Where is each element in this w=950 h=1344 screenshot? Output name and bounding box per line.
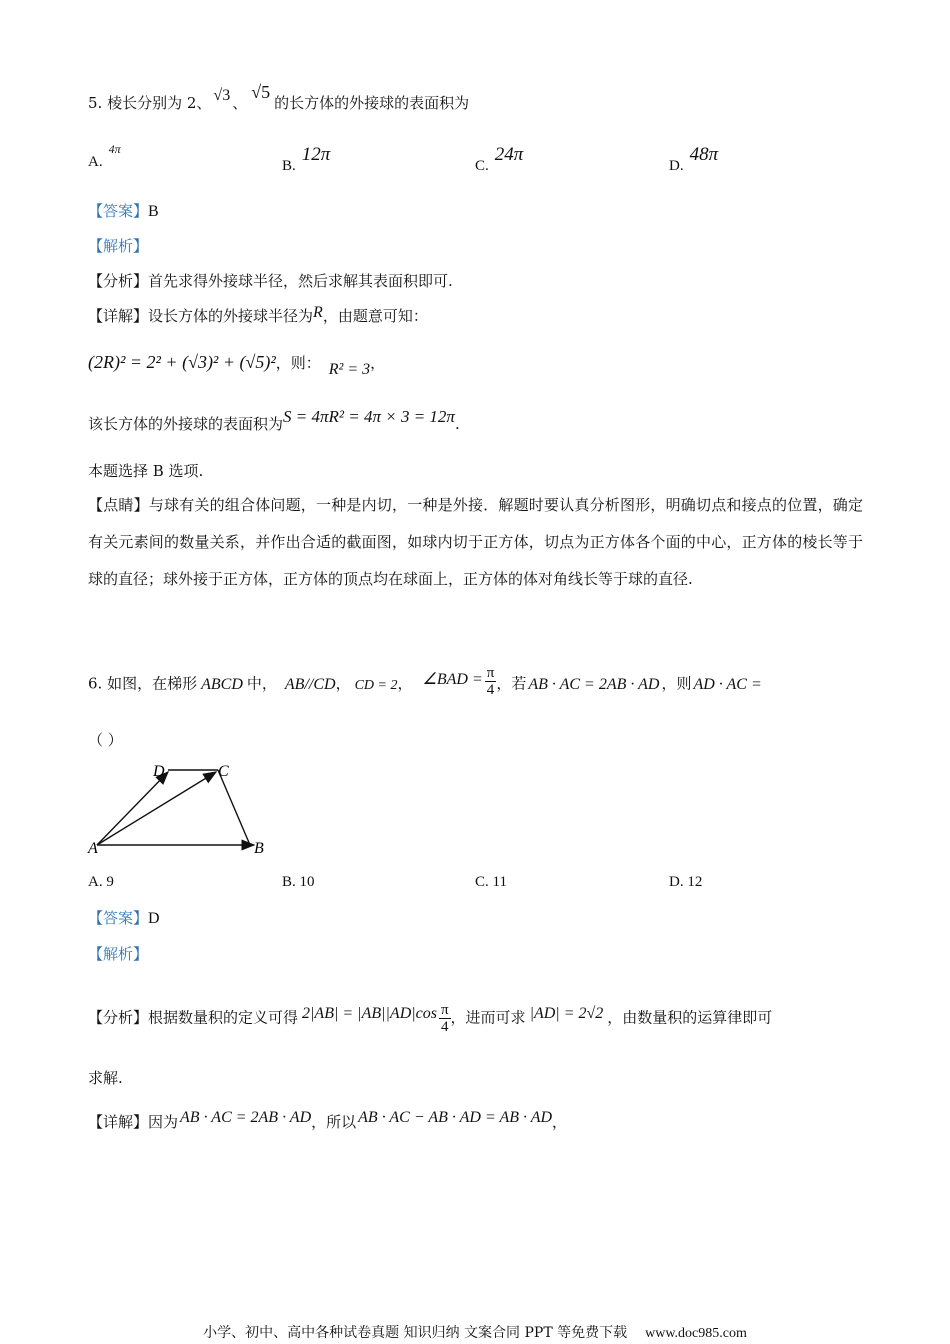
q6-parallel: AB//CD xyxy=(284,675,336,693)
q5-stem-text-b: 的长方体的外接球的表面积为 xyxy=(274,94,470,112)
q5-answer xyxy=(88,201,159,222)
equation-1: (2R)² = 2² + (√3)² + (√5)² xyxy=(88,352,276,372)
q6-answer xyxy=(88,908,160,929)
q5-sqrt5: √5 xyxy=(251,82,271,102)
option-value: 48π xyxy=(689,144,719,165)
fenxi-text-c: ，由数量积的运算律即可 xyxy=(607,1008,773,1027)
q5-option-d[interactable] xyxy=(669,144,719,176)
answer-tag: 【答案】 xyxy=(88,202,149,220)
q5-sep: 、 xyxy=(232,94,248,112)
q5-fenxi xyxy=(88,271,453,291)
xiangjie-text-b: ，所以 xyxy=(311,1113,357,1131)
label-c: C xyxy=(218,763,229,780)
q6-stem-text-d: ，则 xyxy=(661,674,692,693)
q6-option-d[interactable]: D. 12 xyxy=(669,874,703,890)
q6-analysis-tag: 【解析】 xyxy=(88,945,149,963)
option-label: C. xyxy=(475,158,489,174)
option-value: 4π xyxy=(108,142,121,156)
label-a: A xyxy=(88,840,98,857)
q6-comma-2: ， xyxy=(397,674,413,693)
q6-stem-text-c: ，若 xyxy=(496,674,527,693)
q5-choose: 本题选择 B 选项. xyxy=(88,462,204,480)
q6-option-b[interactable]: B. 10 xyxy=(282,874,315,890)
label-b: B xyxy=(254,840,264,857)
dianjing-tag: 【点睛】 xyxy=(88,496,149,514)
q5-option-c[interactable] xyxy=(475,144,524,176)
q6-angle: ∠BAD = xyxy=(422,670,483,688)
q6-stem-text-b: 中， xyxy=(246,674,277,693)
q5-xiangjie xyxy=(88,306,428,327)
q5-equation-line xyxy=(88,352,386,378)
eq-end: ， xyxy=(370,354,386,372)
option-value: 12π xyxy=(301,144,331,165)
footer-url[interactable]: www.doc985.com xyxy=(645,1326,747,1341)
answer-value: B xyxy=(148,203,159,220)
q5-stem xyxy=(88,82,470,114)
q6-pi-over-4 xyxy=(485,665,497,698)
q5-sqrt3: √3 xyxy=(213,87,231,104)
q6-comma: ， xyxy=(335,674,351,693)
eq-sep: ，则： xyxy=(275,354,321,372)
answer-tag: 【答案】 xyxy=(88,909,149,927)
xiangjie-text: 因为 xyxy=(148,1113,179,1131)
frac-den: 4 xyxy=(486,682,495,698)
q6-abcd: ABCD xyxy=(201,675,243,693)
option-label: D. xyxy=(669,158,684,174)
q6-fenxi xyxy=(88,1002,772,1035)
xiangjie-equation-1: AB · AC = 2AB · AD xyxy=(180,1109,312,1126)
fenxi-tag: 【分析】 xyxy=(88,1008,149,1027)
footer-text: 小学、初中、高中各种试卷真题 知识归纳 文案合同 PPT 等免费下载 xyxy=(203,1325,628,1341)
q6-option-c[interactable]: C. 11 xyxy=(475,874,507,890)
fenxi-text: 根据数量积的定义可得 xyxy=(148,1008,299,1027)
q5-option-b[interactable] xyxy=(282,144,331,176)
option-value: 24π xyxy=(494,144,524,165)
fenxi-equation: 2|AB| = |AB||AD|cos xyxy=(302,1004,437,1022)
q6-stem-text: 6. 如图，在梯形 xyxy=(88,674,198,693)
fenxi-text-b: ，进而可求 xyxy=(450,1008,526,1027)
radius-symbol: R xyxy=(313,304,323,321)
fenxi-equation-2: |AD| = 2√2 xyxy=(529,1004,604,1022)
edge-cb xyxy=(218,770,250,845)
q6-option-a[interactable]: A. 9 xyxy=(88,874,114,890)
q5-stem-text: 5. 棱长分别为 2、 xyxy=(88,94,212,112)
page-footer xyxy=(0,1322,950,1342)
answer-value: D xyxy=(148,910,160,927)
q6-condition: AB · AC = 2AB · AD xyxy=(528,675,660,693)
q6-fenxi-cont: 求解. xyxy=(88,1069,123,1087)
option-label: A. xyxy=(88,154,103,170)
xiangjie-text-b: ，由题意可知： xyxy=(322,307,428,325)
fenxi-pi-over-4 xyxy=(439,1002,451,1035)
q6-xiangjie xyxy=(88,1109,568,1133)
q6-ask: AD · AC = xyxy=(693,675,762,693)
xiangjie-text: 设长方体的外接球半径为 xyxy=(148,307,314,325)
q6-paren: （ ） xyxy=(88,731,123,749)
q5-surface-line xyxy=(88,407,460,434)
surface-end: . xyxy=(454,415,460,433)
fenxi-text: 首先求得外接球半径，然后求解其表面积即可. xyxy=(148,272,453,290)
q5-analysis-tag: 【解析】 xyxy=(88,237,149,255)
frac-num: π xyxy=(440,1002,449,1018)
xiangjie-tag: 【详解】 xyxy=(88,1113,149,1131)
label-d: D xyxy=(153,763,165,780)
q5-dianjing xyxy=(88,487,863,598)
xiangjie-equation-2: AB · AC − AB · AD = AB · AD xyxy=(358,1109,553,1126)
xiangjie-text-c: ， xyxy=(552,1113,568,1131)
xiangjie-tag: 【详解】 xyxy=(88,307,149,325)
q6-stem xyxy=(88,665,762,701)
option-label: B. xyxy=(282,158,296,174)
frac-den: 4 xyxy=(441,1019,449,1035)
fenxi-tag: 【分析】 xyxy=(88,272,149,290)
surface-equation: S = 4πR² = 4π × 3 = 12π xyxy=(283,407,455,426)
trapezoid-figure xyxy=(82,758,282,858)
surface-text: 该长方体的外接球的表面积为 xyxy=(88,415,284,433)
dianjing-text: 与球有关的组合体问题，一种是内切，一种是外接．解题时要认真分析图形，明确切点和接点的位置，确定有关元素间的数量关系，并作出合适的截面图，如球内切于正方体，切点为正方体各个面的中心，正方体的棱长等于球的直径；球外接于正方体，正方体的顶点均在球面上，正方体的体对角线长等于球的直径. xyxy=(88,496,863,588)
equation-2: R² = 3 xyxy=(328,361,371,378)
frac-num: π xyxy=(486,665,495,681)
q6-cd: CD = 2 xyxy=(354,677,398,693)
